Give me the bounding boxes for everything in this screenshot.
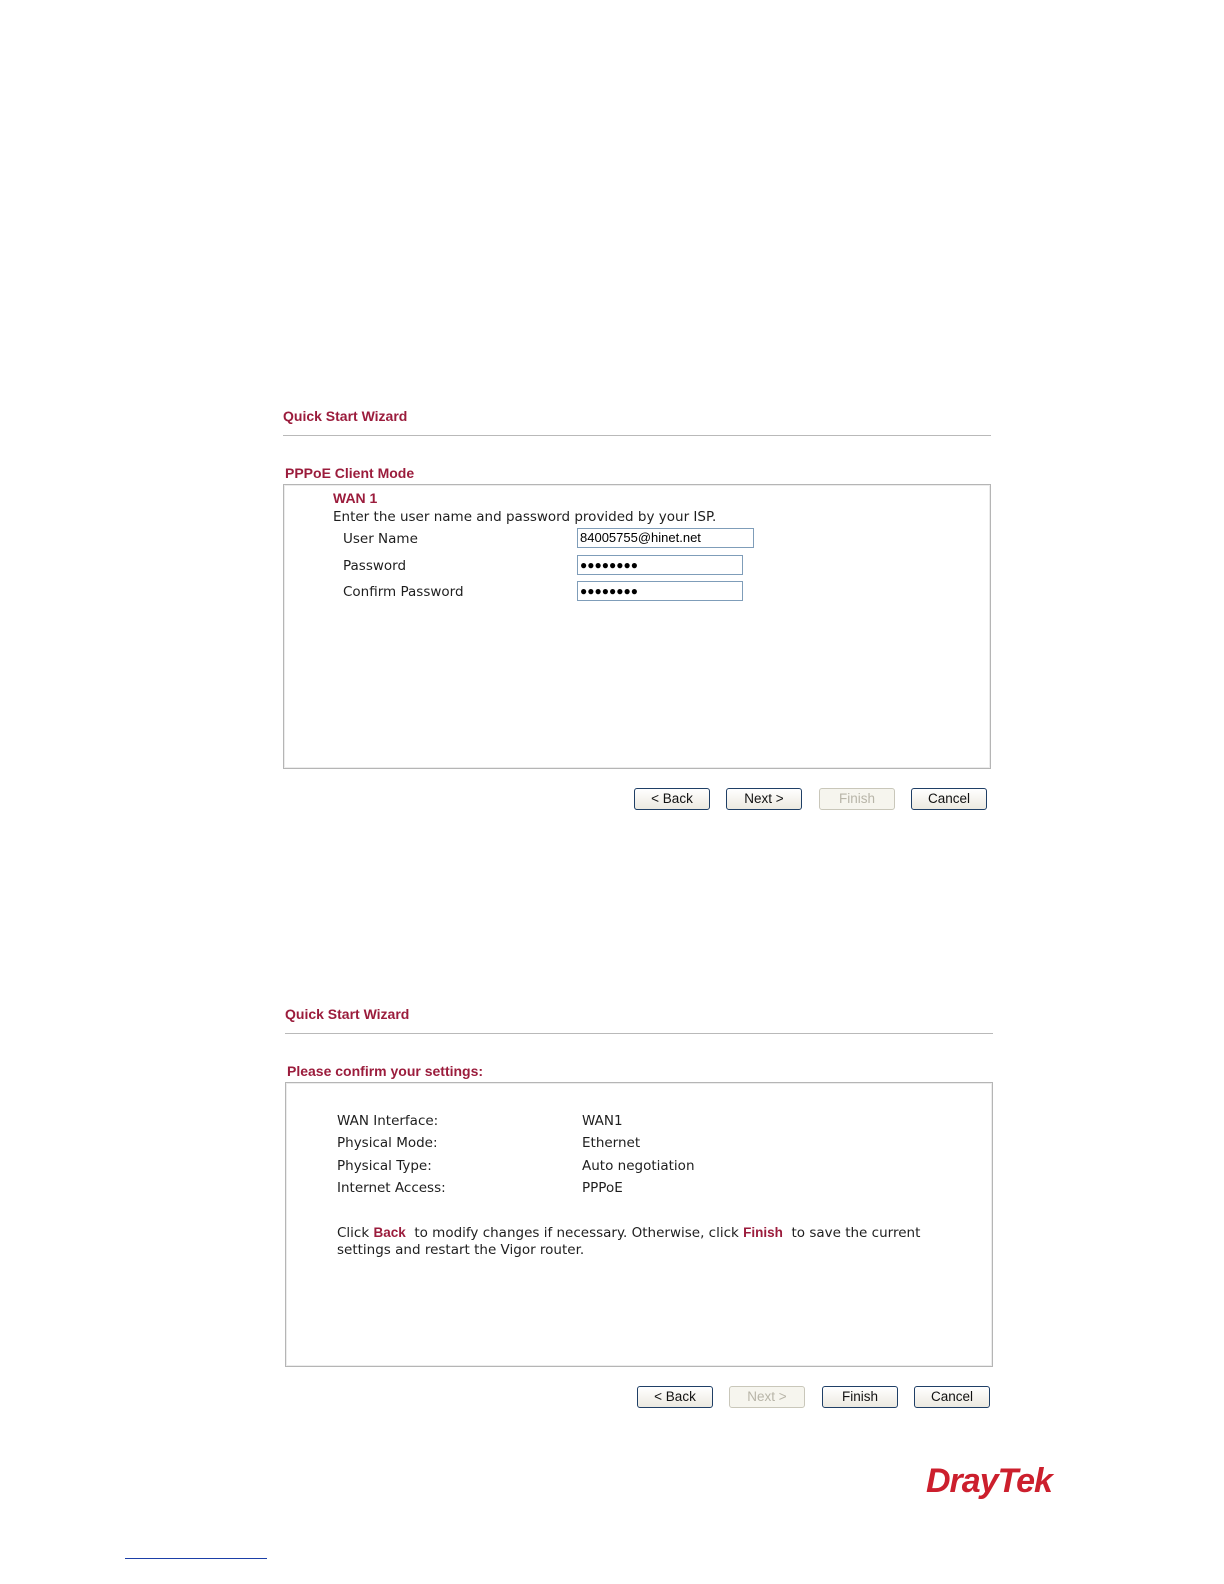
cancel-button[interactable]: Cancel <box>911 788 987 810</box>
cancel-button[interactable]: Cancel <box>914 1386 990 1408</box>
confirm-password-input[interactable]: ●●●●●●●● <box>577 581 743 601</box>
draytek-logo: DrayTek <box>926 1462 1052 1500</box>
pppoe-panel <box>283 484 991 769</box>
confirm-note: Click Back to modify changes if necessary. Otherwise, click Finish to save the current settings and restart the Vigor router. <box>337 1225 925 1258</box>
instruction-text: Enter the user name and password provided by your ISP. <box>333 509 717 525</box>
wan-label: WAN 1 <box>333 490 378 506</box>
confirm-password-label: Confirm Password <box>343 584 464 600</box>
finish-button[interactable]: Finish <box>822 1386 898 1408</box>
setting-label: Internet Access: <box>337 1180 446 1196</box>
next-button[interactable]: Next > <box>729 1386 805 1408</box>
username-input[interactable]: 84005755@hinet.net <box>577 528 754 548</box>
title-divider <box>285 1033 993 1034</box>
wizard-title: Quick Start Wizard <box>285 1006 410 1022</box>
footer-line <box>125 1558 267 1559</box>
setting-value: Auto negotiation <box>582 1158 695 1174</box>
username-label: User Name <box>343 531 418 547</box>
password-label: Password <box>343 558 407 574</box>
setting-value: WAN1 <box>582 1113 623 1129</box>
back-button[interactable]: < Back <box>634 788 710 810</box>
setting-label: Physical Type: <box>337 1158 432 1174</box>
section-title: PPPoE Client Mode <box>285 465 415 481</box>
setting-label: WAN Interface: <box>337 1113 439 1129</box>
finish-button[interactable]: Finish <box>819 788 895 810</box>
next-button[interactable]: Next > <box>726 788 802 810</box>
title-divider <box>283 435 991 436</box>
password-input[interactable]: ●●●●●●●● <box>577 555 743 575</box>
confirm-panel <box>285 1082 993 1367</box>
back-highlight: Back <box>373 1225 406 1240</box>
setting-value: PPPoE <box>582 1180 623 1196</box>
section-title: Please confirm your settings: <box>287 1063 484 1079</box>
wizard-title: Quick Start Wizard <box>283 408 408 424</box>
setting-label: Physical Mode: <box>337 1135 438 1151</box>
back-button[interactable]: < Back <box>637 1386 713 1408</box>
finish-highlight: Finish <box>743 1225 783 1240</box>
setting-value: Ethernet <box>582 1135 641 1151</box>
